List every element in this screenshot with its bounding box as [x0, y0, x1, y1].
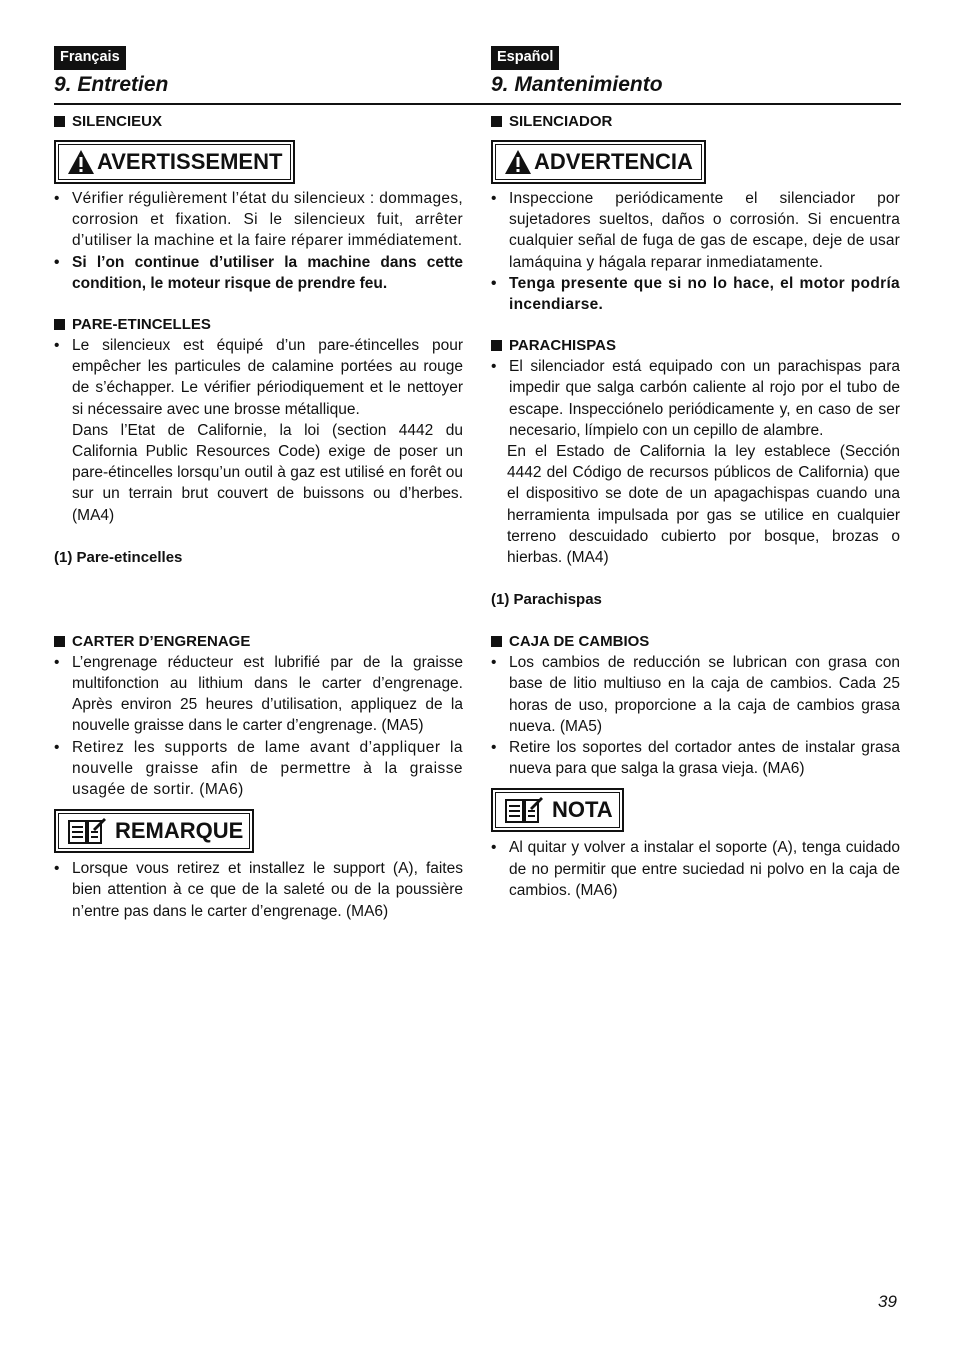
- heading-silenciador: SILENCIADOR: [491, 111, 900, 132]
- square-bullet-icon: [54, 636, 65, 647]
- note-box-nota: [491, 788, 624, 832]
- warning-box-avertissement: [54, 140, 295, 184]
- heading-caja-de-cambios: CAJA DE CAMBIOS: [491, 631, 900, 652]
- warning-box-advertencia: [491, 140, 706, 184]
- list-item: • Al quitar y volver a instalar el soporte (A), tenga cuidado de no permitir que entre suciedad ni polvo en la caja de cambios. (MA6): [491, 837, 900, 901]
- bullet-list-silenciador: [491, 188, 900, 315]
- list-item: • Inspeccione periódicamente el silenciador por sujetadores sueltos, daños o corrosión. Si encuentra cualquier señal de fuga de gas de escape, deje de usar lamáquina y hágala reparar inmediatamente.: [491, 188, 900, 273]
- list-item: • Vérifier régulièrement l’état du silencieux : dommages, corrosion et fixation. Si le silencieux fuit, arrêter d’utiliser la machine et la faire réparer immédiatement.: [54, 188, 463, 252]
- list-item: • Le silencieux est équipé d’un pare-étincelles pour empêcher les particules de calamine portées au rouge de s’échapper. Le vérifier périodiquement et le nettoyer si nécessaire avec une brosse métallique.: [54, 335, 463, 420]
- column-french: [54, 46, 463, 922]
- bullet-list-pare: [54, 335, 463, 420]
- warning-triangle-icon: [504, 149, 532, 175]
- heading-parachispas: PARACHISPAS: [491, 335, 900, 356]
- open-book-note-icon: [67, 817, 107, 845]
- list-item: • Si l’on continue d’utiliser la machine dans cette condition, le moteur risque de prendre feu.: [54, 252, 463, 294]
- square-bullet-icon: [54, 319, 65, 330]
- square-bullet-icon: [491, 340, 502, 351]
- square-bullet-icon: [491, 116, 502, 127]
- list-item: • L’engrenage réducteur est lubrifié par de la graisse multifonction au lithium dans le carter d’engrenage. Après environ 25 heures d’utilisation, appliquez de la nouvelle graisse dans le carter d’engrenage. (MA5): [54, 652, 463, 737]
- note-box-remarque: [54, 809, 254, 853]
- section-title-spanish: 9. Mantenimiento: [491, 73, 663, 96]
- note-label: NOTA: [552, 797, 613, 823]
- column-spanish: [491, 46, 900, 901]
- bullet-list-silencieux: [54, 188, 463, 294]
- bullet-list-caja: [491, 652, 900, 779]
- language-tab-french: Français: [54, 46, 126, 70]
- language-tab-spanish: Español: [491, 46, 559, 70]
- list-item: • Retirez les supports de lame avant d’appliquer la nouvelle graisse afin de permettre à la graisse usagée de sortir. (MA6): [54, 737, 463, 801]
- bullet-list-parachispas: [491, 356, 900, 441]
- caption-pare-etincelles: (1) Pare-etincelles: [54, 548, 183, 566]
- open-book-note-icon: [504, 796, 544, 824]
- list-item: • Retire los soportes del cortador antes de instalar grasa nueva para que salga la grasa vieja. (MA6): [491, 737, 900, 779]
- list-item: • Los cambios de reducción se lubrican con grasa con base de litio multiuso en la caja de cambios. Cada 25 horas de uso, proporcione a la caja de cambios grasa nueva. (MA5): [491, 652, 900, 737]
- heading-pare-etincelles: PARE-ETINCELLES: [54, 314, 463, 335]
- caption-parachispas: (1) Parachispas: [491, 591, 602, 609]
- list-item: • El silenciador está equipado con un parachispas para impedir que salga carbón caliente al rojo por el tubo de escape. Inspecciónelo periódicamente y, en caso de ser necesario, límpielo con un cepillo de alambre.: [491, 356, 900, 441]
- warning-label: AVERTISSEMENT: [97, 149, 283, 174]
- page-number: 39: [878, 1292, 897, 1311]
- section-title-french: 9. Entretien: [54, 73, 169, 96]
- square-bullet-icon: [54, 116, 65, 127]
- list-item: • Lorsque vous retirez et installez le support (A), faites bien attention à ce que de la saleté ou de la poussière n’entre pas dans le carter d’engrenage. (MA6): [54, 858, 463, 922]
- list-item: • Tenga presente que si no lo hace, el motor podría incendiarse.: [491, 273, 900, 315]
- paragraph-california: En el Estado de California la ley establece (Sección 4442 del Código de recursos públicos de California) que el dispositivo se dote de un apagachispas cuando una herramienta impulsada por gas se utilice en cualquier terreno descuidado cubierto por bosque, brozas o hierbas. (MA4): [507, 443, 900, 567]
- warning-label: ADVERTENCIA: [534, 149, 693, 174]
- bullet-list-nota: [491, 837, 900, 901]
- bullet-list-carter: [54, 652, 463, 800]
- heading-carter: CARTER D’ENGRENAGE: [54, 631, 463, 652]
- note-label: REMARQUE: [115, 818, 244, 844]
- warning-triangle-icon: [67, 149, 95, 175]
- heading-silencieux: SILENCIEUX: [54, 111, 463, 132]
- bullet-list-remarque: [54, 858, 463, 922]
- paragraph-californie: Dans l’Etat de Californie, la loi (section 4442 du California Public Resources Code) exige de poser un pare-étincelles lorsqu’un outil à gaz est utilisé en forêt ou sur un terrain brut couvert de buissons ou d’herbes. (MA4): [72, 421, 463, 524]
- square-bullet-icon: [491, 636, 502, 647]
